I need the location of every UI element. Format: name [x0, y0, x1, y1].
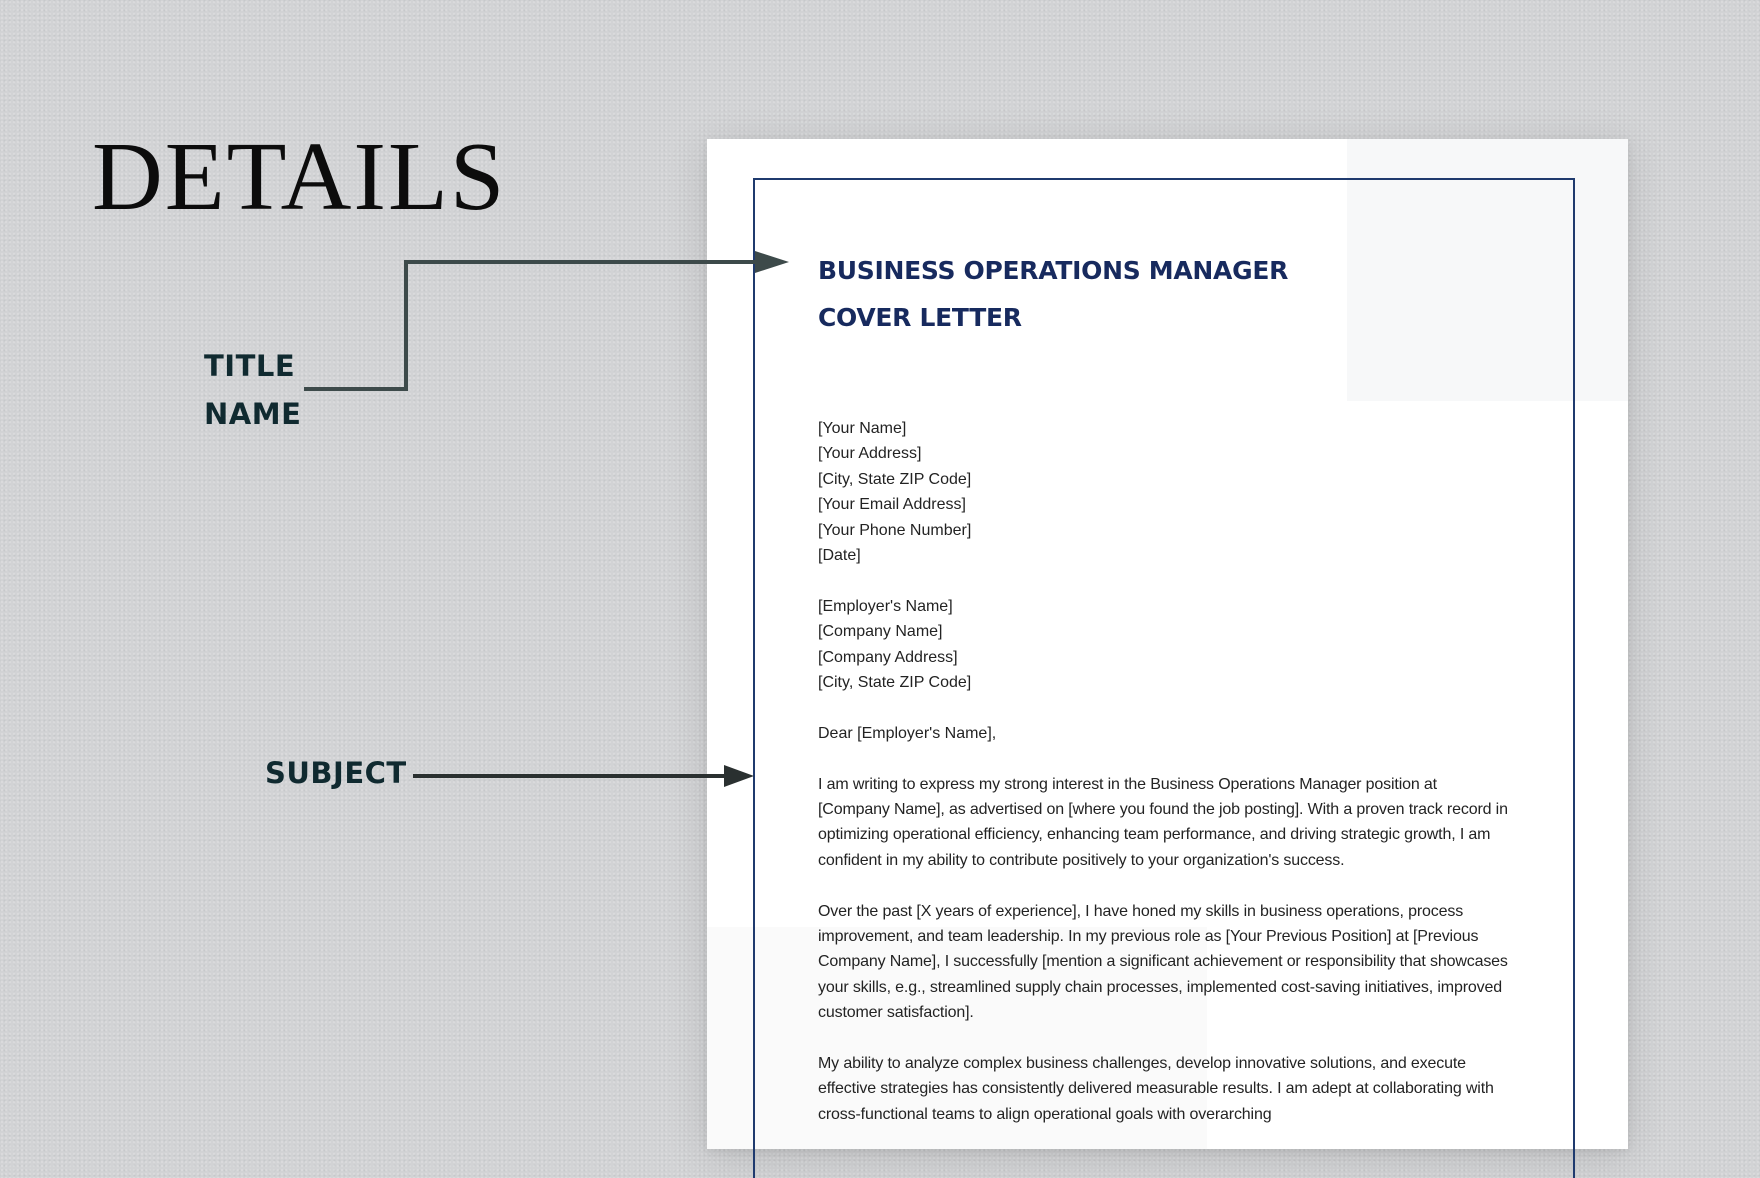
document-page [707, 139, 1628, 1149]
subject-connector-arrow-icon [413, 765, 754, 787]
body-paragraph-1: I am writing to express my strong interest in the Business Operations Manager position at [Company Name], as advertised on [where you found the job posting]. With a proven track record in optimizing operational efficiency, enhancing team performance, and driving strategic growth, I am confident in my ability to contribute positively to your organization's success. [818, 775, 1508, 869]
document-title-line2: COVER LETTER [818, 303, 1022, 332]
title-annotation-label-line1: TITLE [204, 349, 296, 383]
title-annotation-label-line2: NAME [204, 397, 302, 431]
sender-city-state-zip: [City, State ZIP Code] [818, 470, 972, 488]
sender-address-block [818, 416, 1518, 568]
sender-address: [Your Address] [818, 445, 922, 463]
letter-date: [Date] [818, 547, 861, 565]
page-heading: DETAILS [92, 123, 507, 231]
employer-name: [Employer's Name] [818, 597, 953, 615]
sender-phone: [Your Phone Number] [818, 521, 972, 539]
sender-email: [Your Email Address] [818, 496, 966, 514]
body-paragraph-2: Over the past [X years of experience], I have honed my skills in business operations, process improvement, and team leadership. In my previous role as [Your Previous Position] at [Previous Company Name], I successfully [mention a significant achievement or responsibility that showcases your skills, e.g., streamlined supply chain processes, implemented cost-saving initiatives, improved customer satisfaction]. [818, 902, 1508, 1022]
recipient-address-block [818, 594, 1518, 696]
company-city-state-zip: [City, State ZIP Code] [818, 674, 972, 692]
sender-name: [Your Name] [818, 420, 907, 437]
company-name: [Company Name] [818, 623, 943, 641]
company-address: [Company Address] [818, 648, 958, 666]
document-title-line1: BUSINESS OPERATIONS MANAGER [818, 256, 1289, 285]
salutation: Dear [Employer's Name], [818, 724, 997, 742]
document-title [818, 247, 1438, 341]
body-paragraph-3: My ability to analyze complex business challenges, develop innovative solutions, and execute effective strategies has consistently delivered measurable results. I am adept at collaborating with cross-functional teams to align operational goals with overarching [818, 1055, 1494, 1123]
subject-annotation-label: SUBJECT [265, 756, 407, 790]
document-body [818, 416, 1518, 1127]
